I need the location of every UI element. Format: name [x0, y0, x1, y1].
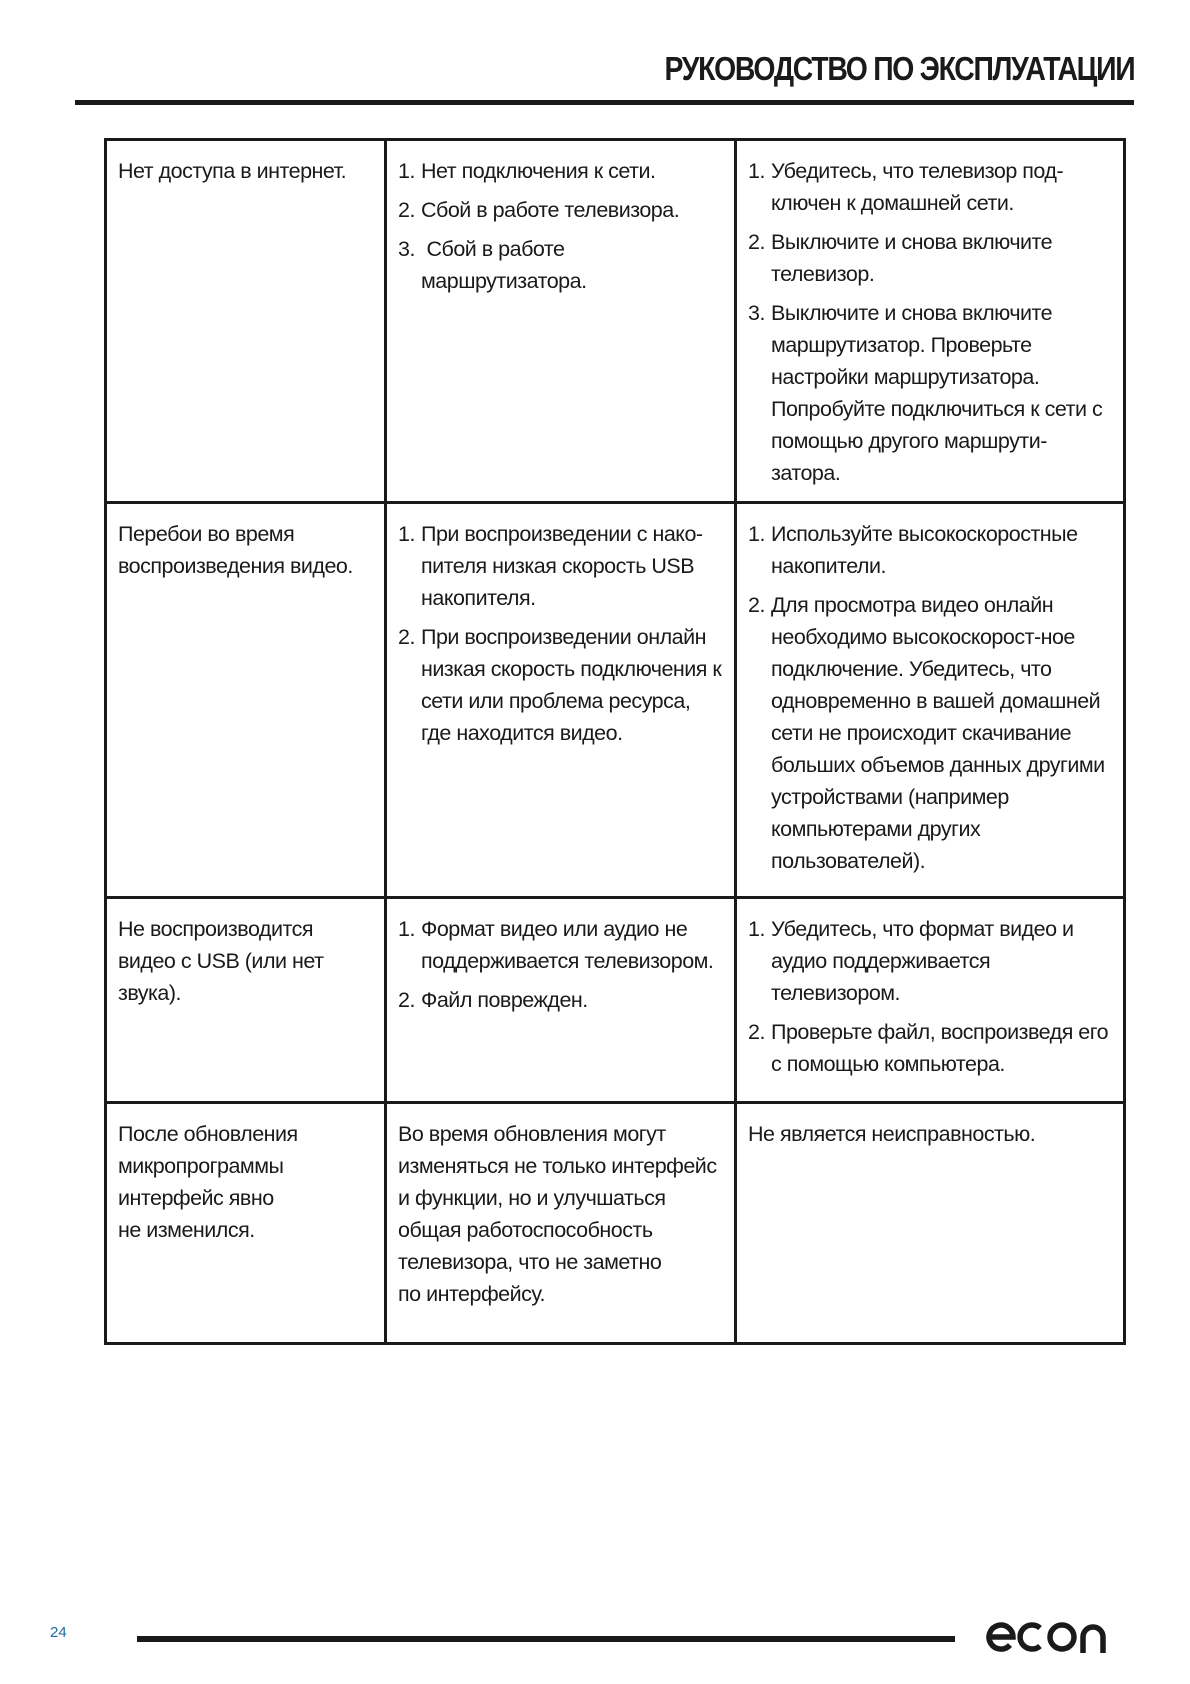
- list-item: [398, 155, 724, 187]
- list-number: 2.: [748, 593, 765, 617]
- solution-text: Не является неисправностью.: [748, 1122, 1036, 1146]
- list-text: Файл поврежден.: [421, 988, 588, 1012]
- cause-list: [398, 155, 724, 297]
- list-text: Используйте высокоскоростные накопители.: [771, 522, 1078, 578]
- table-row: [106, 898, 1125, 1103]
- problem-cell: [106, 503, 386, 898]
- list-item: [748, 226, 1113, 290]
- econ-logo: [984, 1616, 1112, 1656]
- list-text: Для просмотра видео онлайн необходимо высокоскорост-ное подключение. Убедитесь, что одновременно в вашей домашней сети не происходит скачивание больших объемов данных другими устройствами (например компьютерами других пользователей).: [771, 593, 1105, 873]
- cause-cell: [386, 140, 736, 503]
- list-number: 2.: [398, 988, 415, 1012]
- list-number: 1.: [398, 917, 415, 941]
- list-item: [398, 233, 724, 297]
- solution-list: [748, 155, 1113, 489]
- list-number: 3.: [398, 237, 415, 261]
- solution-cell: [736, 898, 1125, 1103]
- cause-cell: [386, 503, 736, 898]
- problem-text: Не воспроизводится видео с USB (или нет звука).: [118, 917, 324, 1005]
- list-number: 1.: [748, 159, 765, 183]
- list-item: [398, 194, 724, 226]
- list-item: [398, 518, 724, 614]
- list-text: Проверьте файл, воспроизведя его с помощью компьютера.: [771, 1020, 1109, 1076]
- list-item: [748, 518, 1113, 582]
- list-number: 1.: [398, 522, 415, 546]
- page-number: 24: [50, 1624, 67, 1641]
- solution-cell: [736, 140, 1125, 503]
- list-text: Выключите и снова включите маршрутизатор. Проверьте настройки маршрутизатора. Попробуйте подключиться к сети с помощью другого маршрути-затора.: [771, 301, 1103, 485]
- cause-cell: [386, 898, 736, 1103]
- problem-text: После обновления микропрограммы интерфейс явно не изменился.: [118, 1122, 298, 1242]
- table-row: [106, 1103, 1125, 1344]
- list-number: 2.: [748, 1020, 765, 1044]
- list-text: Сбой в работе телевизора.: [421, 198, 680, 222]
- list-text: При воспроизведении онлайн низкая скорость подключения к сети или проблема ресурса, где находится видео.: [421, 625, 722, 745]
- footer-divider: [137, 1636, 955, 1642]
- list-number: 1.: [398, 159, 415, 183]
- list-text: Формат видео или аудио не поддерживается телевизором.: [421, 917, 714, 973]
- troubleshooting-table: [104, 138, 1126, 1345]
- list-item: [398, 913, 724, 977]
- problem-cell: [106, 140, 386, 503]
- problem-cell: [106, 898, 386, 1103]
- list-item: [748, 913, 1113, 1009]
- list-item: [398, 621, 724, 749]
- cause-list: [398, 518, 724, 749]
- solution-list: [748, 913, 1113, 1080]
- cause-list: [398, 913, 724, 1016]
- solution-list: [748, 518, 1113, 877]
- problem-text: Перебои во время воспроизведения видео.: [118, 522, 353, 578]
- table-row: [106, 140, 1125, 503]
- list-number: 3.: [748, 301, 765, 325]
- list-number: 2.: [748, 230, 765, 254]
- list-text: Сбой в работе маршрутизатора.: [421, 237, 587, 293]
- list-text: Нет подключения к сети.: [421, 159, 656, 183]
- cause-text: Во время обновления могут изменяться не только интерфейс и функции, но и улучшаться общая работоспособность телевизора, что не заметно по интерфейсу.: [398, 1122, 717, 1306]
- list-item: [398, 984, 724, 1016]
- problem-text: Нет доступа в интернет.: [118, 159, 347, 183]
- list-text: Выключите и снова включите телевизор.: [771, 230, 1053, 286]
- list-number: 1.: [748, 522, 765, 546]
- problem-cell: [106, 1103, 386, 1344]
- list-number: 1.: [748, 917, 765, 941]
- list-item: [748, 155, 1113, 219]
- solution-cell: [736, 503, 1125, 898]
- solution-cell: [736, 1103, 1125, 1344]
- header-divider: [75, 100, 1134, 105]
- list-number: 2.: [398, 198, 415, 222]
- list-item: [748, 297, 1113, 489]
- list-text: Убедитесь, что телевизор под-ключен к домашней сети.: [771, 159, 1064, 215]
- list-text: При воспроизведении с нако-пителя низкая скорость USB накопителя.: [421, 522, 703, 610]
- cause-cell: [386, 1103, 736, 1344]
- list-number: 2.: [398, 625, 415, 649]
- list-item: [748, 1016, 1113, 1080]
- list-text: Убедитесь, что формат видео и аудио поддерживается телевизором.: [771, 917, 1074, 1005]
- page-header-title: РУКОВОДСТВО ПО ЭКСПЛУАТАЦИИ: [664, 50, 1134, 87]
- table-row: [106, 503, 1125, 898]
- list-item: [748, 589, 1113, 877]
